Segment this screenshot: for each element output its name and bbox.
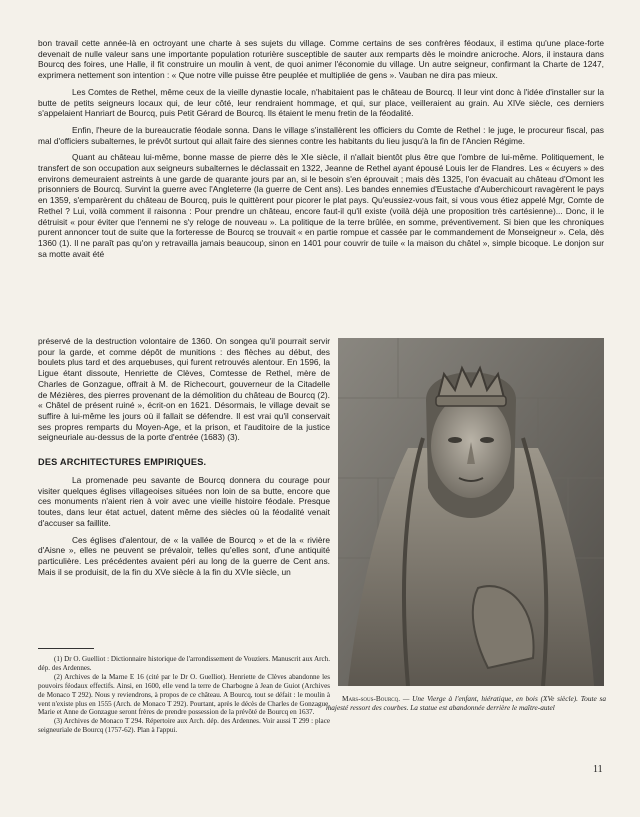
section-heading: DES ARCHITECTURES EMPIRIQUES. bbox=[38, 457, 207, 468]
page-number: 11 bbox=[593, 764, 603, 775]
footnote-divider bbox=[38, 648, 94, 649]
footnote: (2) Archives de la Marne E 16 (cité par le Dr O. Guelliot). Henriette de Clèves abandonne les pouvoirs féodaux effectifs. Ainsi, en 1600, elle vend la terre de Charbogne à Jean de Guiot (Archives de Monaco T 292). Nous y reviendrons, à propos de ce château. A Bourcq, tout se défait : le moulin à vent n'existe plus en 1555 (Arch. de Monaco T 292). Pourtant, après le décès de Charles de Gonzague, Marie et Anne de Gonzague seront frères de prendre possession de la prévôté de Bourcq en 1637. bbox=[38, 672, 330, 717]
paragraph: La promenade peu savante de Bourcq donnera du courage pour visiter quelques églises villageoises situées non loin de sa butte, encore que ces monuments n'aient rien à voir avec une vieille histoire féodale. Presque toutes, dans leur état actuel, datent même des siècles où la féodalité venait d'accuser sa faillite. bbox=[38, 475, 330, 528]
photo-caption bbox=[326, 695, 606, 713]
paragraph: Ces églises d'alentour, de « la vallée de Bourcq » et de la « rivière d'Aisne », elles ne peuvent se prévaloir, telles qu'elles sont, d'une antiquité particulière. Les précédentes avaient péri au long de la guerre de Cent ans. Mais il se produisit, de la fin du XVe siècle à la fin du XVIe siècle, un bbox=[38, 534, 330, 577]
top-text-block bbox=[38, 38, 604, 265]
paragraph: Enfin, l'heure de la bureaucratie féodale sonna. Dans le village s'installèrent les officiers du Comte de Rethel : le juge, le procureur fiscal, pas mal d'officiers subalternes, le prévôt surtout qui allait faire des siennes contre les habitants du lieu jusqu'à la fin de l'Ancien Régime. bbox=[38, 124, 604, 146]
caption-place: Mars-sous-Bourcq. bbox=[342, 694, 401, 703]
statue-photo bbox=[338, 338, 604, 686]
paragraph: bon travail cette année-là en octroyant une charte à ses sujets du village. Comme certains de ses confrères féodaux, il estima qu'une place-forte devenait de nulle valeur sans une importante population roturière susceptible de sauter aux remparts dès le moindre anicroche. Alors, il instaura dans Bourcq des foires, une Halle, il fit construire un moulin à vent, de quoi animer l'économie du village. Un autre seigneur, confirmant la Charte de 1247, exprimera nettement son intention : « Que notre ville puisse être peuplée et multipliée de gens ». Vauban ne dira pas mieux. bbox=[38, 38, 604, 81]
footnote: (1) Dr O. Guelliot : Dictionnaire historique de l'arrondissement de Vouziers. Manuscrit aux Arch. dép. des Ardennes. bbox=[38, 655, 330, 672]
paragraph: Quant au château lui-même, bonne masse de pierre dès le XIe siècle, il n'allait bientôt plus être que l'ombre de lui-même. Politiquement, le transfert de son occupation aux seigneurs subalternes le déclassait en 1322, Jeanne de Rethel ayant épousé Louis Ier de Flandres. Les « écuyers » des environs demeuraient astreints à une garde de quarante jours par an, si le besoin s'en éprouvait ; mais dès 1325, l'on évacuait au château d'Omont les prisonniers de Bourcq. Survint la guerre avec l'Angleterre (la guerre de Cent ans). Les bandes ennemies d'Eustache d'Auberchicourt ravagèrent le pays en 1359, s'emparèrent du château de Bourcq, puis le quittèrent pour picorer le plat pays. Qu'eussiez-vous fait, si vous vous étiez appelé Mgr, Comte de Rethel ? Lui, voilà comment il raisonna : Pour prendre un château, encore faut-il qu'il existe (voilà déjà une proposition très cartésienne)... Donc, il le détruisit « pour éviter que l'ennemi ne s'y reloge de nouveau ». La politique de la terre brûlée, en somme, préventivement. Si bien que les chroniques purent annoncer tout de suite que la forteresse de Bourcq se trouvait « en partie rompue et cassée par le commandement de Monseigneur ». Cela, dès 1360 (1). Il ne paraît pas qu'on y retravailla jamais beaucoup, sinon en 1401 pour couvrir de tuile « la maison du châtel », simple bicoque. Le donjon sur sa motte avait été bbox=[38, 152, 604, 259]
paragraph: Les Comtes de Rethel, même ceux de la vieille dynastie locale, n'habitaient pas le château de Bourcq. Il leur vint donc à l'idée d'installer sur la butte de petits seigneurs locaux qui, de leur côté, leur rendraient hommage, et qui, sur place, veilleraient au grain. Au XIVe siècle, ces derniers s'appelaient Hanriart de Bourcq, puis Petit Gérard de Bourcq. Ils étaient le menu fretin de la féodalité. bbox=[38, 86, 604, 119]
caption-text: — Une Vierge à l'enfant, hiératique, en bois (XVe siècle). Toute sa majesté ressort des courbes. La statue est abandonnée derrière le maître-autel bbox=[326, 694, 607, 712]
left-column bbox=[38, 336, 330, 583]
footnotes bbox=[38, 638, 330, 735]
paragraph: préservé de la destruction volontaire de 1360. On songea qu'il pourrait servir pour la garde, et comme dépôt de munitions : des flèches au début, des boulets plus tard et des arquebuses, qui furent retrouvés alentour. En 1596, la Ligue étant dissoute, Henriette de Clèves, Comtesse de Rethel, mère de Charles de Gonzague, offrait à M. de Richecourt, gouverneur de la Citadelle de Mézières, des pierres provenant de la démolition du château de Bourcq (2). « Châtel de présent ruiné », écrit-on en 1621. Désormais, le village devait se suffire à lui-même les jours où il fallait se défendre. Il est vrai qu'il conservait ses propres remparts du Moyen-Age, et la prison, et l'auditoire de la justice seigneuriale au-dessus de la porte d'entrée (1683) (3). bbox=[38, 336, 330, 443]
footnote: (3) Archives de Monaco T 294. Répertoire aux Arch. dép. des Ardennes. Voir aussi T 299 : place seigneuriale de Bourcq (1757-62). Plan à l'appui. bbox=[38, 717, 330, 735]
